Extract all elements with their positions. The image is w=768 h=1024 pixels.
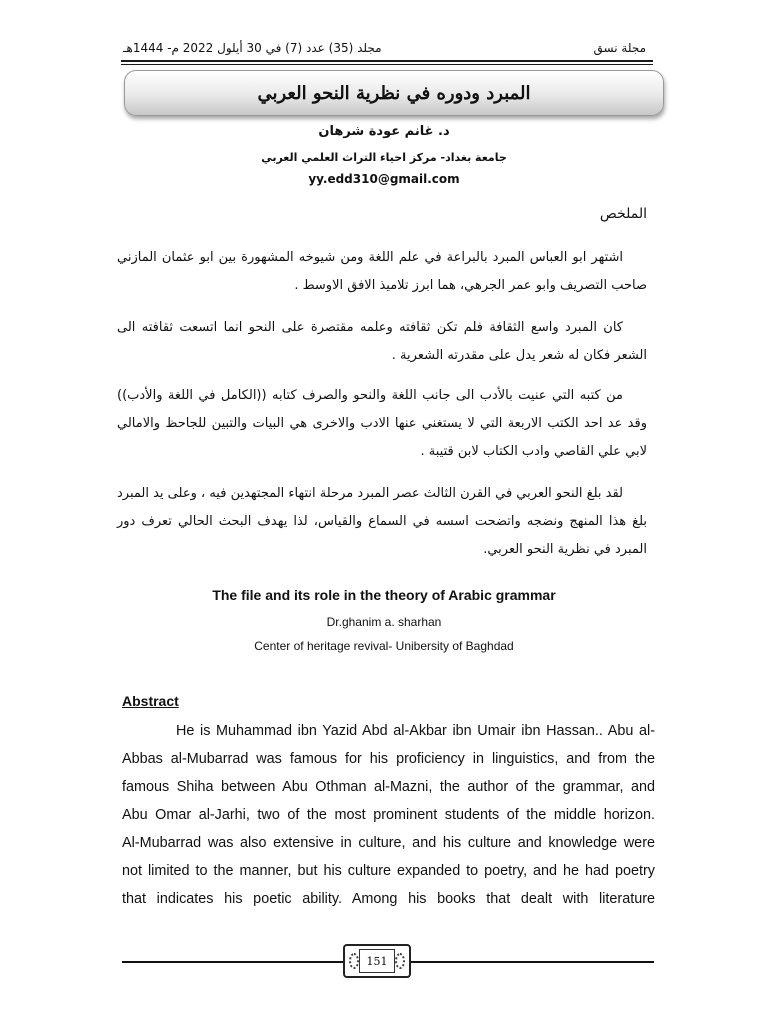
header-rule-thin <box>121 64 653 65</box>
page-number-frame <box>343 944 411 978</box>
author-email[interactable]: yy.edd310@gmail.com <box>308 172 460 186</box>
abstract-line: He is Muhammad ibn Yazid Abd al-Akbar ibn Umair ibn Hassan.. Abu al- <box>176 723 655 739</box>
paragraph-text: لقد بلغ النحو العربي في القرن الثالث عصر المبرد مرحلة انتهاء المجتهدين فيه ، وعلى يد المبرد بلغ هذا المنهج ونضجه واتضحت اسسه في السماع والقياس، لذا يهدف البحث الحالي تعرف دور المبرد في نظرية النحو العربي. <box>117 486 647 557</box>
paragraph-text: كان المبرد واسع الثقافة فلم تكن ثقافته وعلمه مقتصرة على النحو انما اتسعت ثقافته الى الشعر فكان له شعر يدل على مقدرته الشعرية . <box>117 320 647 363</box>
abstract-line: Abbas al-Mubarrad was famous for his proficiency in linguistics, and from the <box>122 751 655 767</box>
abstract-line: famous Shiha between Abu Othman al-Mazni, the author of the grammar, and <box>122 779 655 795</box>
paragraph-text: اشتهر ابو العباس المبرد بالبراعة في علم اللغة ومن شيوخه المشهورة بين ابو عثمان المازني صاحب التصريف وابو عمر الجرهي، هما ابرز تلاميذ الافق الاوسط . <box>117 250 647 293</box>
abstract-ar-paragraph-4 <box>117 480 647 564</box>
english-author: Dr.ghanim a. sharhan <box>326 615 442 629</box>
header-rule <box>121 60 653 62</box>
title-banner <box>124 70 664 116</box>
ornament-icon <box>349 953 359 969</box>
abstract-line: not limited to the manner, but his culture expanded to poetry, and he had poetry <box>122 863 655 879</box>
abstract-heading-en: Abstract <box>122 693 179 709</box>
journal-name: مجلة نسق <box>593 41 646 55</box>
abstract-ar-paragraph-1 <box>117 244 647 300</box>
abstract-ar-paragraph-3 <box>117 382 647 466</box>
abstract-en-body <box>122 717 655 913</box>
paragraph-text: من كتبه التي عنيت بالأدب الى جانب اللغة والنحو والصرف كتابه ((الكامل في اللغة والأدب)) وقد عد احد الكتب الاربعة التي لا يستغني عنها الادب والاخرى هي البيات والتبين للجاحظ والامالي لابي علي القاصي وادب الكتاب لابن قتيبة . <box>117 388 647 459</box>
page-number: 151 <box>359 949 395 973</box>
footer-rule-right <box>411 961 654 963</box>
issue-info: مجلد (35) عدد (7) في 30 أيلول 2022 م- 1444هـ <box>123 41 382 55</box>
abstract-line: Abu Omar al-Jarhi, two of the most prominent students of the middle horizon. <box>122 807 655 823</box>
author-name-ar: د. غانم عودة شرهان <box>318 124 450 139</box>
english-affiliation: Center of heritage revival- Unibersity of Baghdad <box>254 639 514 653</box>
abstract-heading-ar: الملخص <box>599 206 647 222</box>
abstract-ar-paragraph-2 <box>117 314 647 370</box>
affiliation-ar: جامعة بغداد- مركز احياء التراث العلمي العربي <box>261 151 507 164</box>
paper-title: المبرد ودوره في نظرية النحو العربي <box>257 82 531 104</box>
footer-rule-left <box>122 961 343 963</box>
abstract-line: Al-Mubarrad was also extensive in culture, and his culture and knowledge were <box>122 835 655 851</box>
english-title: The file and its role in the theory of Arabic grammar <box>212 587 556 603</box>
abstract-line: that indicates his poetic ability. Among his books that dealt with literature <box>122 891 655 907</box>
ornament-icon <box>395 953 405 969</box>
